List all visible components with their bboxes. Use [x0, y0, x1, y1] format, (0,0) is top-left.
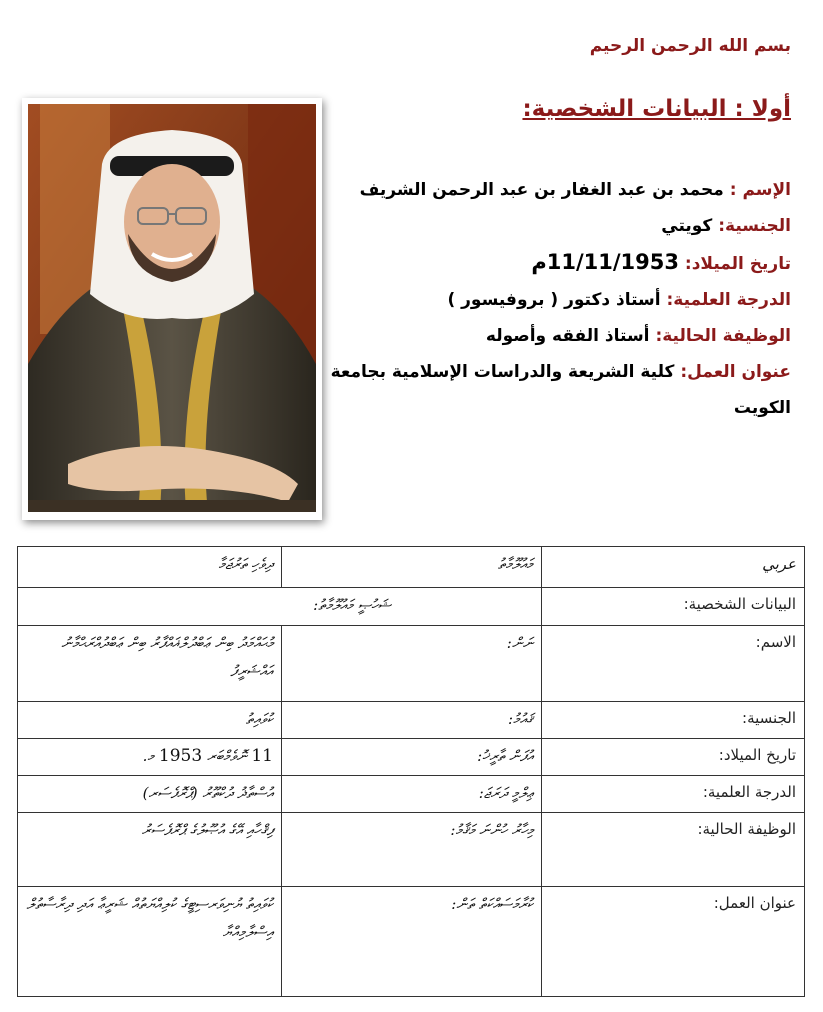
- bio-birth: [321, 244, 791, 282]
- portrait-photo: [28, 104, 316, 512]
- bio-block: [321, 172, 791, 426]
- bio-degree-value: أستاذ دكتور ( بروفيسور ): [447, 290, 661, 310]
- degree-arabic: الدرجة العلمية:: [542, 776, 805, 813]
- nationality-label: ޤައުމު:: [282, 702, 542, 739]
- basmala: بسم الله الرحمن الرحيم: [589, 36, 791, 56]
- birth-month: ނޮވެމްބަރ: [206, 747, 247, 765]
- bio-job-value: أستاذ الفقه وأصوله: [485, 326, 650, 346]
- name-label: ނަން:: [282, 626, 542, 702]
- bio-degree-label: الدرجة العلمية:: [666, 290, 791, 310]
- degree-value: އުސްތާޛު ދުކްތޫރު (ޕްރޮފެސަރ): [18, 776, 282, 813]
- job-value: ފިޤްހާއި އޭގެ އުޞޫލުގެ ޕްރޮފެސަރު: [18, 813, 282, 887]
- section-row: [18, 588, 805, 626]
- birth-day: 11: [251, 746, 273, 766]
- portrait-illustration: [28, 104, 316, 512]
- section-heading: أولا : البيانات الشخصية:: [522, 96, 791, 122]
- nationality-value: ކުވައިތު: [18, 702, 282, 739]
- header-label: މައުލޫމާތު: [282, 547, 542, 588]
- table-header-row: [18, 547, 805, 588]
- bio-degree: [321, 282, 791, 318]
- birth-year: 1953: [158, 746, 203, 766]
- table-row: [18, 776, 805, 813]
- bio-job-label: الوظيفة الحالية:: [655, 326, 791, 346]
- birth-arabic: تاريخ الميلاد:: [542, 739, 805, 776]
- nationality-arabic: الجنسية:: [542, 702, 805, 739]
- work-label: ކުރާމަސައްކަތް ތަން:: [282, 887, 542, 997]
- degree-label: ޢިލްމީ ދަރަޖަ:: [282, 776, 542, 813]
- bio-work-value: كلية الشريعة والدراسات الإسلامية بجامعة الكويت: [330, 362, 791, 418]
- bio-nationality-label: الجنسية:: [718, 216, 791, 236]
- bio-nationality-value: كويتي: [661, 216, 713, 236]
- table-row: [18, 626, 805, 702]
- job-arabic: الوظيفة الحالية:: [542, 813, 805, 887]
- name-value: މުޙައްމަދު ބިން ޢަބްދުލްޣައްފާރު ބިން ޢަބްދުއްރަޙްމާނު އައްޝަރީފު: [18, 626, 282, 702]
- table-row: [18, 887, 805, 997]
- birth-label: އުފަން ތާރީޚު:: [282, 739, 542, 776]
- table-row: [18, 739, 805, 776]
- work-value: ކުވައިތު ޔުނިވަރސިޓީގެ ކުލިއްޔަތުއް ޝަރީޢާ އަދި ދިރާސާތުލް އިސްލާމިއްޔާ: [18, 887, 282, 997]
- bio-birth-label: تاريخ الميلاد:: [684, 254, 791, 274]
- bio-birth-value: 11/11/1953م: [531, 250, 679, 274]
- job-label: މިހާރު ހުންނަ މަޤާމު:: [282, 813, 542, 887]
- portrait-photo-frame: [22, 98, 322, 520]
- bio-nationality: [321, 208, 791, 244]
- profile-table: [17, 546, 805, 997]
- bio-name: [321, 172, 791, 208]
- table-row: [18, 702, 805, 739]
- name-arabic: الاسم:: [542, 626, 805, 702]
- birth-suffix: މ.: [142, 747, 155, 765]
- section-row-dhivehi: ޝަހުޞީ މައުލޫމާތު:: [18, 588, 542, 626]
- bio-work-label: عنوان العمل:: [680, 362, 791, 382]
- bio-work: [321, 354, 791, 426]
- work-arabic: عنوان العمل:: [542, 887, 805, 997]
- bio-name-label: الإسم :: [729, 180, 791, 200]
- bio-job: [321, 318, 791, 354]
- header-translation: ދިވެހި ތަރުޖަމާ: [18, 547, 282, 588]
- section-row-arabic: البيانات الشخصية:: [542, 588, 805, 626]
- birth-value: [18, 739, 282, 776]
- header-arabic: عربي: [542, 547, 805, 588]
- bio-name-value: محمد بن عبد الغفار بن عبد الرحمن الشريف: [359, 180, 724, 200]
- table-row: [18, 813, 805, 887]
